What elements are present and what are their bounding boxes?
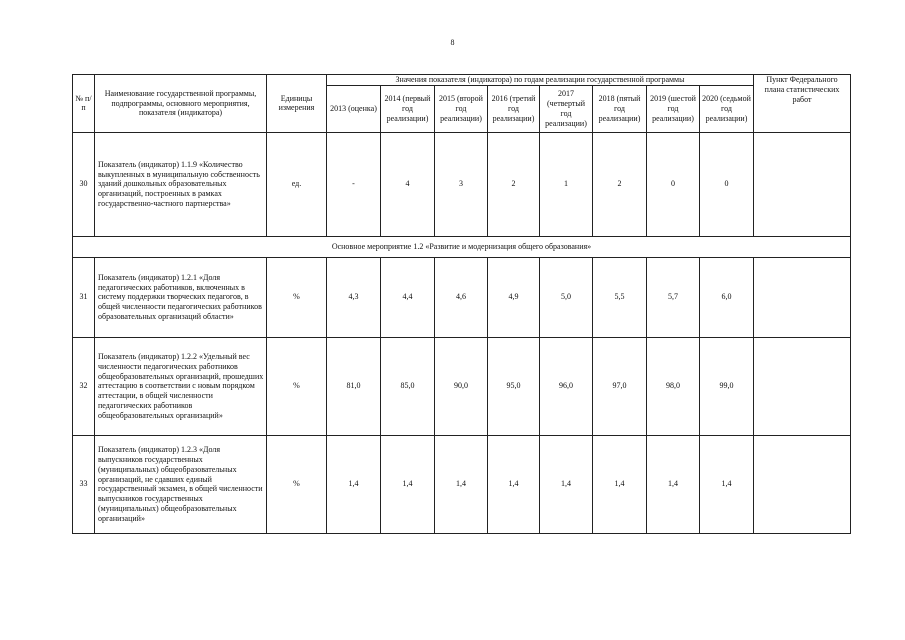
section-row [73,236,851,257]
row-value: 4 [381,132,435,236]
row-value: 98,0 [647,337,700,435]
row-num: 30 [73,132,95,236]
row-value: 95,0 [488,337,540,435]
section-title: Основное мероприятие 1.2 «Развитие и модернизация общего образования» [73,236,851,257]
row-value: 0 [647,132,700,236]
row-federal-plan [754,132,851,236]
row-value: 5,7 [647,257,700,337]
row-unit: % [267,435,327,533]
table-row [73,435,851,533]
row-value: 1,4 [381,435,435,533]
header-federal-plan: Пункт Федерального плана статистических работ [754,75,851,133]
header-name: Наименование государственной программы, подпрограммы, основного мероприятия, показателя (индикатора) [95,75,267,133]
header-year-2016: 2016 (третий год реализации) [488,85,540,132]
row-name: Показатель (индикатор) 1.2.3 «Доля выпускников государственных (муниципальных) общеобразовательных организаций, не сдавших единый государственный экзамен, в общей численности выпускников государственных (муниципальных) общеобразовательных организаций» [95,435,267,533]
row-value: 1,4 [488,435,540,533]
row-num: 33 [73,435,95,533]
row-unit: % [267,257,327,337]
row-value: 0 [700,132,754,236]
row-value: 81,0 [327,337,381,435]
row-value: 4,6 [435,257,488,337]
header-year-2015: 2015 (второй год реализации) [435,85,488,132]
row-value: 3 [435,132,488,236]
row-value: 97,0 [593,337,647,435]
row-value: 4,4 [381,257,435,337]
header-year-2018: 2018 (пятый год реализации) [593,85,647,132]
row-name: Показатель (индикатор) 1.2.2 «Удельный вес численности педагогических работников общеобразовательных организаций, прошедших аттестацию в соответствии с новым порядком аттестации, в общей численности педагогических работников общеобразовательных организаций» [95,337,267,435]
row-value: 1,4 [540,435,593,533]
row-name: Показатель (индикатор) 1.2.1 «Доля педагогических работников, включенных в систему поддержки творческих педагогов, в общей численности педагогических работников образовательных организаций области» [95,257,267,337]
row-name: Показатель (индикатор) 1.1.9 «Количество выкупленных в муниципальную собственность зданий дошкольных образовательных организаций, построенных в рамках государственно-частного партнерства» [95,132,267,236]
row-num: 31 [73,257,95,337]
row-value: 90,0 [435,337,488,435]
row-federal-plan [754,257,851,337]
header-year-2020: 2020 (седьмой год реализации) [700,85,754,132]
header-year-2014: 2014 (первый год реализации) [381,85,435,132]
row-value: 1,4 [700,435,754,533]
row-value: 85,0 [381,337,435,435]
header-num: № п/п [73,75,95,133]
table-row [73,132,851,236]
row-value: 1,4 [593,435,647,533]
table-row [73,257,851,337]
indicators-table [72,74,851,534]
row-value: - [327,132,381,236]
row-value: 1 [540,132,593,236]
row-value: 1,4 [327,435,381,533]
row-value: 4,3 [327,257,381,337]
row-unit: % [267,337,327,435]
row-federal-plan [754,337,851,435]
row-value: 2 [593,132,647,236]
row-value: 99,0 [700,337,754,435]
table-row [73,337,851,435]
header-row-1 [73,75,851,86]
header-unit: Единицы измерения [267,75,327,133]
row-value: 1,4 [647,435,700,533]
row-value: 5,0 [540,257,593,337]
row-value: 1,4 [435,435,488,533]
header-year-2013: 2013 (оценка) [327,85,381,132]
row-value: 96,0 [540,337,593,435]
row-value: 4,9 [488,257,540,337]
page-number: 8 [450,38,455,47]
header-year-2017: 2017 (четвертый год реализации) [540,85,593,132]
row-num: 32 [73,337,95,435]
row-unit: ед. [267,132,327,236]
row-value: 2 [488,132,540,236]
header-year-2019: 2019 (шестой год реализации) [647,85,700,132]
row-value: 6,0 [700,257,754,337]
header-values-group: Значения показателя (индикатора) по годам реализации государственной программы [327,75,754,86]
row-value: 5,5 [593,257,647,337]
row-federal-plan [754,435,851,533]
